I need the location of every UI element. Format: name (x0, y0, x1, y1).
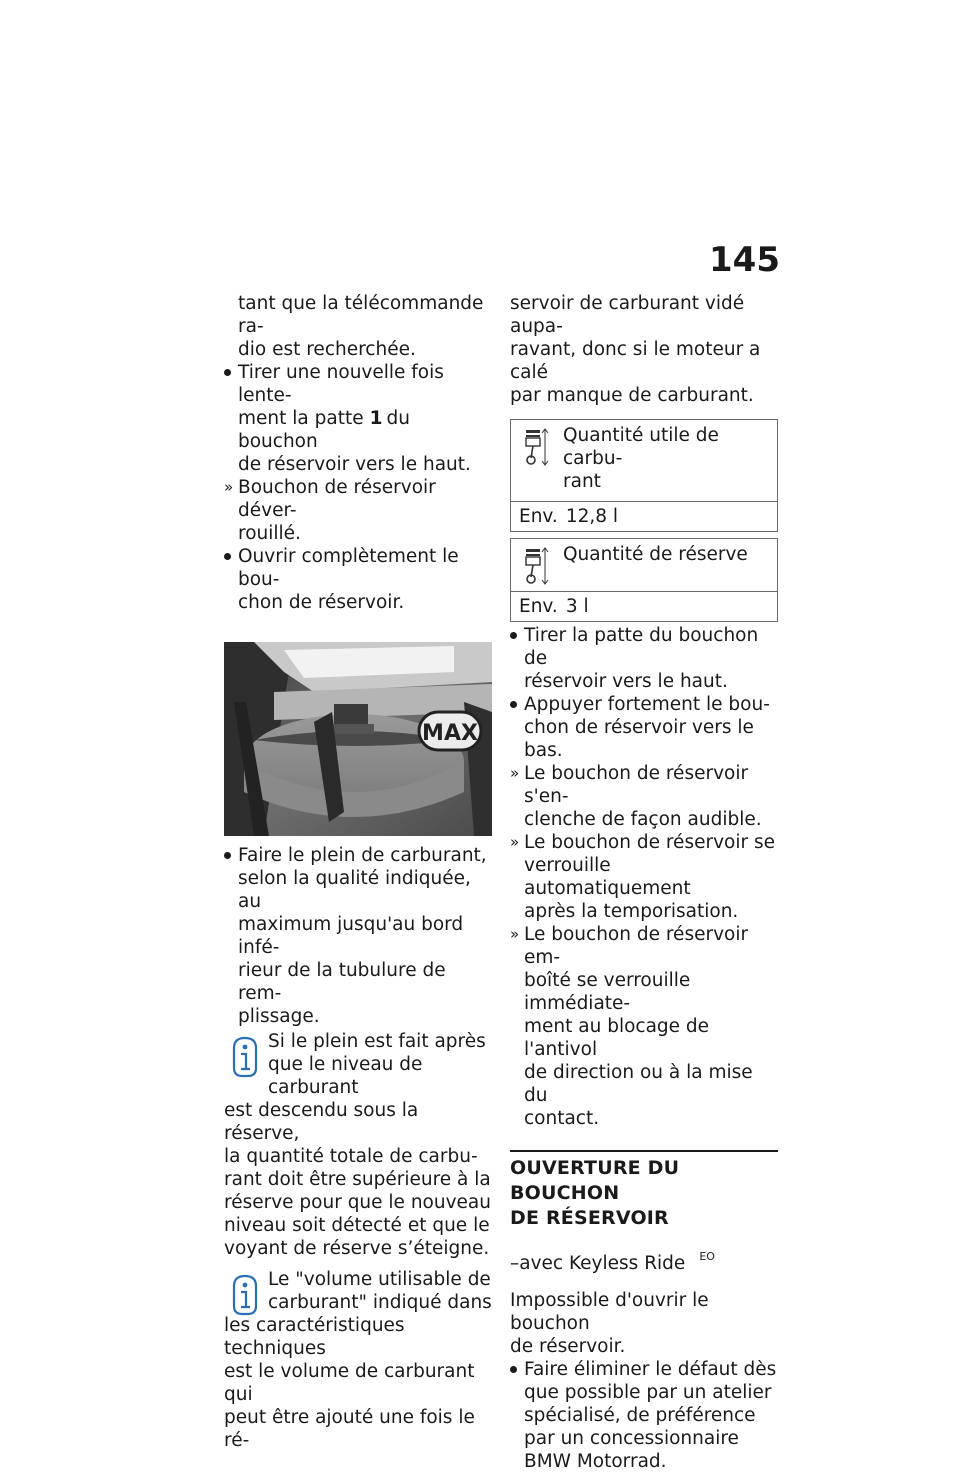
spec-table-usable-fuel (510, 419, 778, 532)
continued-text (510, 292, 778, 407)
text-line: réservoir vers le haut. (524, 671, 728, 692)
text-line: Ouvrir complètement le bou- (238, 546, 459, 590)
continued-text (224, 292, 492, 361)
text-line: Faire le plein de carburant, (238, 845, 487, 866)
bullet-icon (224, 361, 238, 376)
title-line: DE RÉSERVOIR (510, 1207, 669, 1229)
text-line: est le volume de carburant qui (224, 1361, 475, 1405)
text-line: verrouille automatiquement (524, 855, 691, 899)
result-arrow-icon: » (510, 833, 520, 851)
step-item (510, 693, 778, 762)
text-line: chon de réservoir vers le bas. (524, 717, 754, 761)
text-line: par manque de carburant. (510, 385, 754, 406)
title-line: OUVERTURE DU BOUCHON (510, 1157, 680, 1204)
text-line: Appuyer fortement le bou- (524, 694, 770, 715)
paragraph (510, 1289, 778, 1358)
text-line: Faire éliminer le défaut dès (524, 1359, 777, 1380)
text-line: Le bouchon de réservoir s'en- (524, 763, 749, 807)
info-icon (228, 1272, 262, 1316)
text-line: Si le plein est fait après (268, 1031, 486, 1052)
text-line: BMW Motorrad. (524, 1451, 667, 1472)
bullet-icon (224, 545, 238, 560)
result-item (510, 923, 778, 1130)
spec-prefix: Env. (519, 506, 558, 527)
result-item (510, 762, 778, 831)
text-line: tant que la télécommande ra- (238, 293, 484, 337)
text-line: ravant, donc si le moteur a calé (510, 339, 761, 383)
text-line: réserve pour que le nouveau (224, 1192, 491, 1213)
step-item (224, 361, 492, 476)
section-title (510, 1156, 778, 1231)
text-line: du bouchon (238, 408, 410, 452)
fuel-filler-photo (224, 642, 492, 836)
result-arrow-icon: » (510, 925, 520, 943)
text-line: est descendu sous la réserve, (224, 1100, 419, 1144)
spec-table-reserve (510, 538, 778, 622)
text-line: Tirer la patte du bouchon de (524, 625, 759, 669)
text-line: la quantité totale de carbu- (224, 1146, 478, 1167)
text-line: maximum jusqu'au bord infé- (238, 914, 464, 958)
piston-icon (523, 547, 549, 585)
info-note (224, 1030, 492, 1260)
text-line: peut être ajouté une fois le ré- (224, 1407, 475, 1451)
text-line: Le bouchon de réservoir em- (524, 924, 749, 968)
text-line: contact. (524, 1108, 600, 1129)
text-line: Le bouchon de réservoir se (524, 832, 775, 853)
text-line: dio est recherchée. (238, 339, 416, 360)
text-line: de réservoir. (510, 1336, 626, 1357)
condition-line (510, 1245, 778, 1275)
text-line: que le niveau de carburant (268, 1054, 423, 1098)
text-line: plissage. (238, 1006, 320, 1027)
text-line: après la temporisation. (524, 901, 739, 922)
step-item (224, 545, 492, 614)
text-line: boîté se verrouille immédiate- (524, 970, 691, 1014)
step-item (510, 624, 778, 693)
text-line: Impossible d'ouvrir le bouchon (510, 1290, 709, 1334)
text-line: par un concessionnaire (524, 1428, 739, 1449)
bullet-icon (510, 624, 524, 639)
right-column (510, 292, 778, 1473)
text-line: les caractéristiques techniques (224, 1315, 405, 1359)
result-arrow-icon: » (224, 478, 234, 496)
text-line: que possible par un atelier (524, 1382, 772, 1403)
result-arrow-icon: » (510, 764, 520, 782)
text-line: rant doit être supérieure à la (224, 1169, 491, 1190)
text-line: selon la qualité indiquée, au (238, 868, 471, 912)
text-line: rieur de la tubulure de rem- (238, 960, 446, 1004)
fuel-filler-illustration (224, 642, 492, 836)
text-line: clenche de façon audible. (524, 809, 762, 830)
text-line: rouillé. (238, 523, 301, 544)
step-item (224, 844, 492, 1028)
text-line: carburant" indiqué dans (268, 1292, 492, 1313)
spec-prefix: Env. (519, 596, 558, 617)
text-line: chon de réservoir. (238, 592, 405, 613)
text-line: de réservoir vers le haut. (238, 454, 471, 475)
spec-value: 3 l (565, 596, 589, 617)
result-item (510, 831, 778, 923)
text-line: niveau soit détecté et que le (224, 1215, 490, 1236)
text-line: Tirer une nouvelle fois lente- (238, 362, 444, 406)
max-label: MAX (422, 721, 478, 746)
spec-label: Quantité de réserve (563, 544, 748, 565)
result-item (224, 476, 492, 545)
text-line: ment la patte (238, 408, 364, 429)
spec-label: Quantité utile de carbu- (563, 425, 719, 469)
left-column (224, 292, 492, 1452)
text-line: Bouchon de réservoir déver- (238, 477, 436, 521)
piston-icon (523, 428, 549, 466)
text-line: spécialisé, de préférence (524, 1405, 756, 1426)
bullet-icon (510, 693, 524, 708)
text-line: ment au blocage de l'antivol (524, 1016, 710, 1060)
text-line: servoir de carburant vidé aupa- (510, 293, 745, 337)
page-number: 145 (709, 240, 780, 280)
option-code: EO (699, 1250, 715, 1263)
step-item (510, 1358, 778, 1473)
condition-text: –avec Keyless Ride (510, 1253, 686, 1274)
reference-number: 1 (369, 408, 383, 429)
bullet-icon (510, 1358, 524, 1373)
text-line: voyant de réserve s’éteigne. (224, 1238, 490, 1259)
info-icon (228, 1034, 262, 1078)
spec-label: rant (563, 471, 601, 492)
info-note (224, 1268, 492, 1452)
text-line: Le "volume utilisable de (268, 1269, 491, 1290)
spec-value: 12,8 l (565, 506, 619, 527)
text-line: de direction ou à la mise du (524, 1062, 753, 1106)
section-divider (510, 1150, 778, 1152)
bullet-icon (224, 844, 238, 859)
